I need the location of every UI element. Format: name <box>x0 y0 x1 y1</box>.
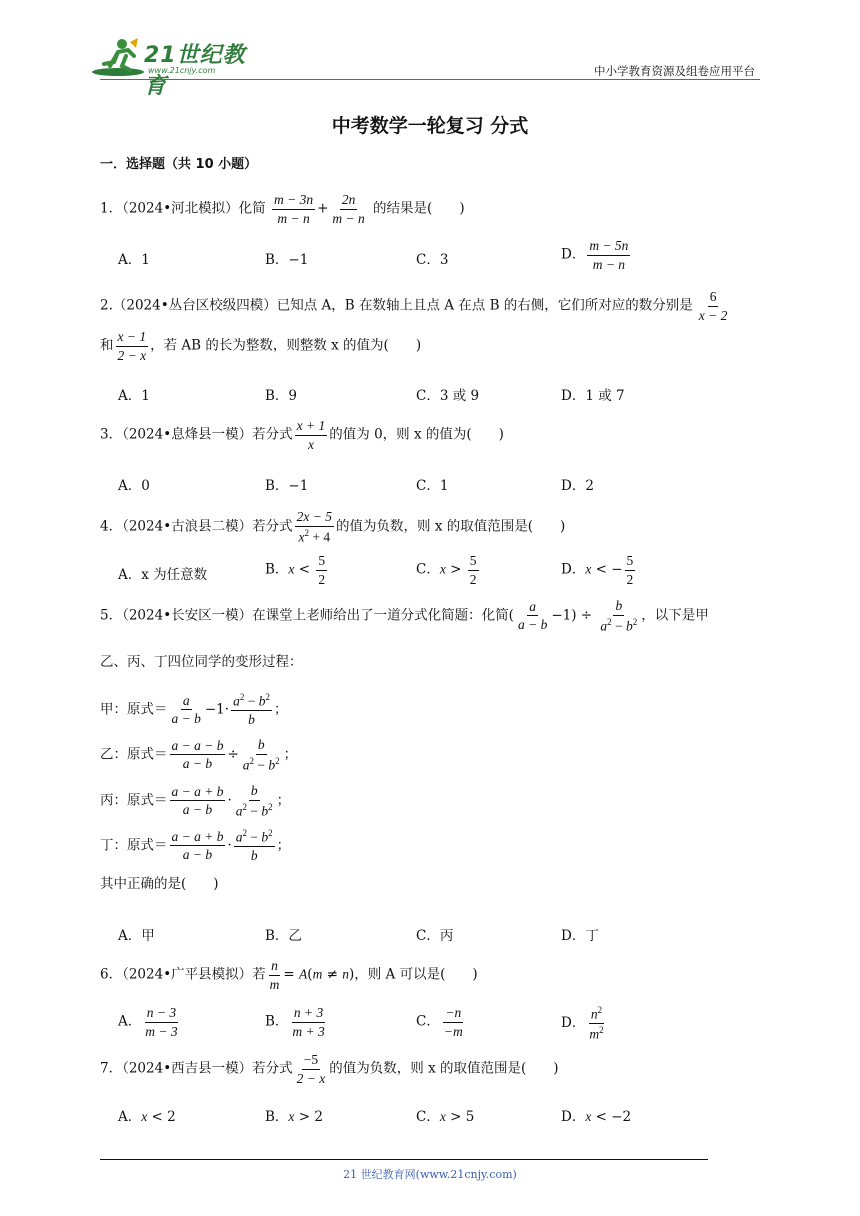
q5-step-yi: 乙：原式＝ $\frac{a - a - b}{a - b}$ ÷ $\frac{b}{a^2 - b^2}$ ； <box>100 737 298 773</box>
q7-option-c[interactable]: C．x > 5 <box>416 1109 475 1125</box>
q5-option-c[interactable]: C．丙 <box>416 928 454 944</box>
question-5: 5．（2024•长安区一模）在课堂上老师给出了一道分式化简题：化简( $\frac{a}{a - b}$ −1) ÷ $\frac{b}{a^2 - b^2}$ ，以下是甲 <box>100 598 709 634</box>
q3-option-a[interactable]: A．0 <box>118 478 150 494</box>
q2-option-d[interactable]: D．1 或 7 <box>561 388 625 404</box>
q6-option-b[interactable]: B． $\frac{n + 3}{m + 3}$ <box>265 1005 325 1039</box>
q5-step-bing: 丙：原式＝ $\frac{a - a + b}{a - b}$ · $\frac{b}{a^2 - b^2}$ ； <box>100 783 291 819</box>
section-heading: 一．选择题（共 10 小题） <box>100 157 258 172</box>
q2-option-c[interactable]: C．3 或 9 <box>416 388 480 404</box>
q7-option-b[interactable]: B．x > 2 <box>265 1109 323 1125</box>
q4-option-d[interactable]: D．x < − $\frac{5}{2}$ <box>561 553 634 587</box>
q3-option-b[interactable]: B．−1 <box>265 478 309 494</box>
page-title: 中考数学一轮复习 分式 <box>331 115 529 137</box>
question-6: 6．（2024•广平县模拟）若 $\frac{n}{m}$ = A(m ≠ n)，则 A 可以是( ) <box>100 958 478 992</box>
q7-option-a[interactable]: A．x < 2 <box>118 1109 176 1125</box>
question-4: 4．（2024•古浪县二模）若分式 $\frac{2x - 5}{x^2 + 4}$ 的值为负数，则 x 的取值范围是( ) <box>100 509 566 545</box>
q5-step-ding: 丁：原式＝ $\frac{a - a + b}{a - b}$ · $\frac{a^2 - b^2}{b}$ ； <box>100 828 291 864</box>
logo-url: www.21cnjy.com <box>148 66 216 75</box>
header-rule <box>100 79 760 80</box>
q2-option-b[interactable]: B．9 <box>265 388 298 404</box>
question-2-line-2: 和 $\frac{x - 1}{2 - x}$ ，若 AB 的长为整数，则整数 x 的值为( ) <box>100 329 422 363</box>
q6-option-d[interactable]: D． $\frac{n^2}{m^2}$ <box>561 1005 604 1042</box>
q7-option-d[interactable]: D．x < −2 <box>561 1109 632 1125</box>
question-1: 1．（2024•河北模拟）化简 $\frac{m - 3n}{m - n}$ + $\frac{2n}{m - n}$ 的结果是( ) <box>100 192 465 226</box>
question-5-line-2: 乙、丙、丁四位同学的变形过程： <box>100 654 303 670</box>
q2-option-a[interactable]: A．1 <box>118 388 150 404</box>
q5-step-jia: 甲：原式＝ $\frac{a}{a - b}$ −1· $\frac{a^2 - b^2}{b}$ ； <box>100 692 288 728</box>
q1-option-b[interactable]: B．−1 <box>265 252 309 268</box>
question-2-line-1: 2.（2024•丛台区校级四模）已知点 A，B 在数轴上且点 A 在点 B 的右侧，它们所对应的数分别是 $\frac{6}{x - 2}$ <box>100 289 728 323</box>
q4-option-b[interactable]: B．x < $\frac{5}{2}$ <box>265 553 326 587</box>
q5-option-d[interactable]: D．丁 <box>561 928 599 944</box>
q5-option-a[interactable]: A．甲 <box>118 928 155 944</box>
q6-option-a[interactable]: A． $\frac{n - 3}{m - 3}$ <box>118 1005 178 1039</box>
q3-option-d[interactable]: D．2 <box>561 478 594 494</box>
question-3: 3．（2024•息烽县一模）若分式 $\frac{x + 1}{x}$ 的值为 0，则 x 的值为( ) <box>100 418 504 452</box>
q1-option-c[interactable]: C．3 <box>416 252 449 268</box>
q1-option-d[interactable]: D． $\frac{m - 5n}{m - n}$ <box>561 238 629 272</box>
footer-rule <box>100 1159 708 1160</box>
q5-option-b[interactable]: B．乙 <box>265 928 302 944</box>
logo <box>92 36 262 99</box>
question-7: 7．（2024•西吉县一模）若分式 $\frac{-5}{2 - x}$ 的值为负数，则 x 的取值范围是( ) <box>100 1052 559 1086</box>
logo-text: 21世纪教育 <box>144 43 246 99</box>
q3-option-c[interactable]: C．1 <box>416 478 449 494</box>
q1-option-a[interactable]: A．1 <box>118 252 150 268</box>
q5-question: 其中正确的是( ) <box>100 876 219 892</box>
q4-option-c[interactable]: C．x > $\frac{5}{2}$ <box>416 553 477 587</box>
q6-option-c[interactable]: C． $\frac{-n}{-m}$ <box>416 1005 463 1039</box>
footer-text[interactable]: 21 世纪教育网(www.21cnjy.com) <box>343 1168 517 1181</box>
platform-name: 中小学教育资源及组卷应用平台 <box>594 64 755 78</box>
q4-option-a[interactable]: A．x 为任意数 <box>118 567 208 583</box>
